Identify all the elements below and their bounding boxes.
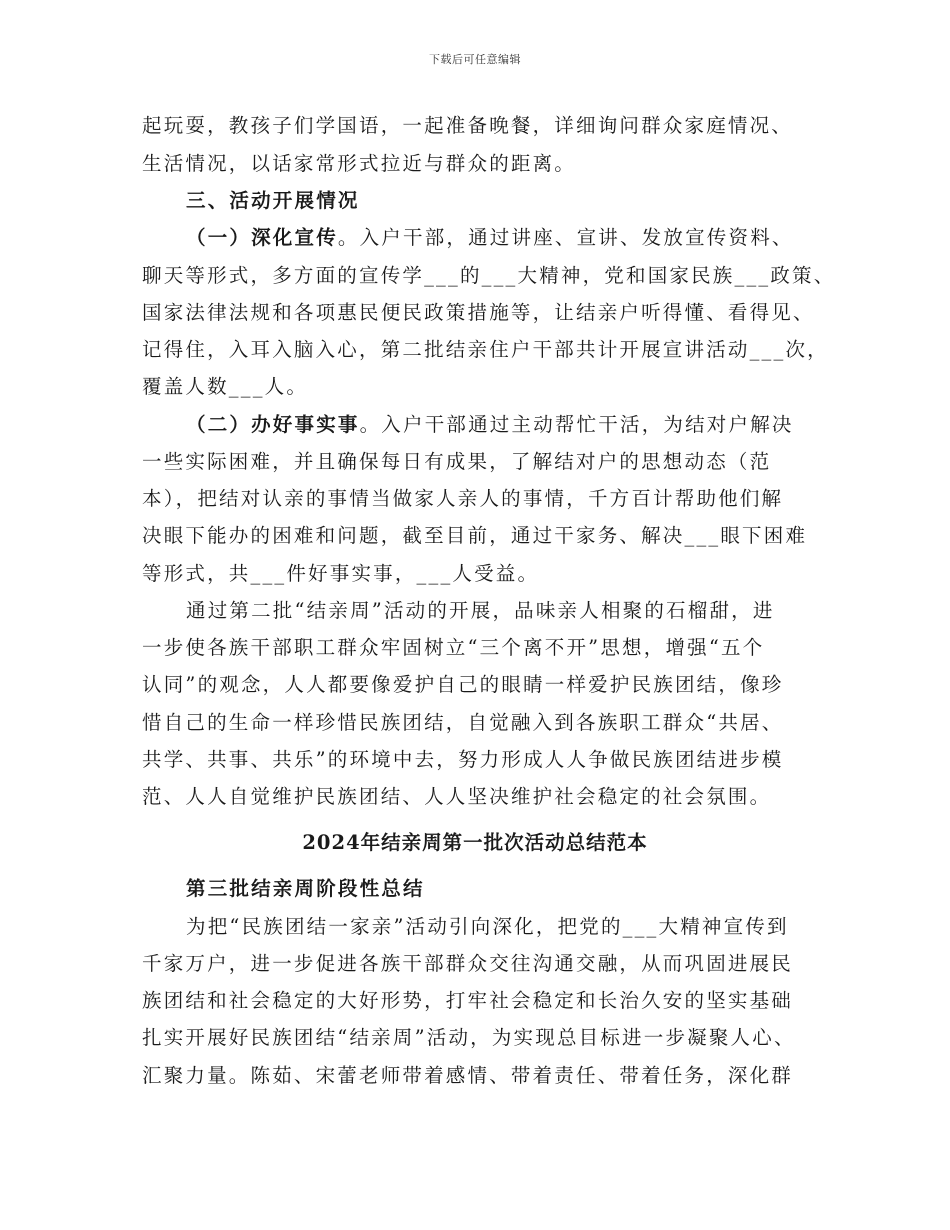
paragraph-line: 生活情况，以话家常形式拉近与群众的距离。 — [142, 152, 577, 175]
page-header: 下载后可任意编辑 — [429, 53, 521, 66]
paragraph-line: 为把“民族团结一家亲”活动引向深化，把党的___大精神宣传到 — [186, 915, 789, 938]
paragraph-line: 记得住，入耳入脑入心，第二批结亲住户干部共计开展宣讲活动___次， — [142, 338, 829, 361]
paragraph-line: 国家法律法规和各项惠民便民政策措施等，让结亲户听得懂、看得见、 — [142, 301, 815, 324]
paragraph-line: 千家万户，进一步促进各族干部群众交往沟通交融，从而巩固进展民 — [142, 952, 794, 975]
paragraph-line: 范、人人自觉维护民族团结、人人坚决维护社会稳定的社会氛围。 — [142, 785, 772, 808]
subheading-bold: （二）办好事实事 — [186, 413, 360, 436]
section-subtitle: 第三批结亲周阶段性总结 — [186, 877, 425, 900]
paragraph-line: 认同”的观念，人人都要像爱护自己的眼睛一样爱护民族团结，像珍 — [142, 673, 784, 696]
paragraph-line: 汇聚力量。陈茹、宋蕾老师带着感情、带着责任、带着任务，深化群 — [142, 1064, 794, 1087]
paragraph-line: 覆盖人数___人。 — [142, 375, 309, 398]
paragraph-line: 通过第二批“结亲周”活动的开展，品味亲人相聚的石榴甜，进 — [186, 599, 775, 622]
paragraph-line: 决眼下能办的困难和问题，截至目前，通过干家务、解决___眼下困难 — [142, 524, 808, 547]
paragraph-line: 一步使各族干部职工群众牢固树立“三个离不开”思想，增强“五个 — [142, 636, 765, 659]
section-heading: 三、活动开展情况 — [186, 189, 360, 212]
paragraph-line: （一）深化宣传。入户干部，通过讲座、宣讲、发放宣传资料、 — [186, 226, 794, 249]
paragraph-line: 一些实际困难，并且确保每日有成果，了解结对户的思想动态（范 — [142, 450, 772, 473]
subheading-bold: （一）深化宣传 — [186, 226, 338, 249]
paragraph-line: 族团结和社会稳定的大好形势，打牢社会稳定和长治久安的坚实基础 — [142, 989, 794, 1012]
paragraph-line: 起玩耍，教孩子们学国语，一起准备晚餐，详细询问群众家庭情况、 — [142, 114, 794, 137]
paragraph-line: 聊天等形式，多方面的宣传学___的___大精神，党和国家民族___政策、 — [142, 264, 836, 287]
paragraph-line: 惜自己的生命一样珍惜民族团结，自觉融入到各族职工群众“共居、 — [142, 711, 784, 734]
document-title: 2024年结亲周第一批次活动总结范本 — [302, 831, 648, 854]
paragraph-line: 共学、共事、共乐”的环境中去，努力形成人人争做民族团结进步模 — [142, 748, 784, 771]
paragraph-line: 等形式，共___件好事实事，___人受益。 — [142, 562, 540, 585]
paragraph-line: （二）办好事实事。入户干部通过主动帮忙干活，为结对户解决 — [186, 413, 794, 436]
paragraph-line: 本），把结对认亲的事情当做家人亲人的事情，千方百计帮助他们解 — [142, 487, 784, 510]
paragraph-line: 扎实开展好民族团结“结亲周”活动，为实现总目标进一步凝聚人心、 — [142, 1026, 796, 1049]
